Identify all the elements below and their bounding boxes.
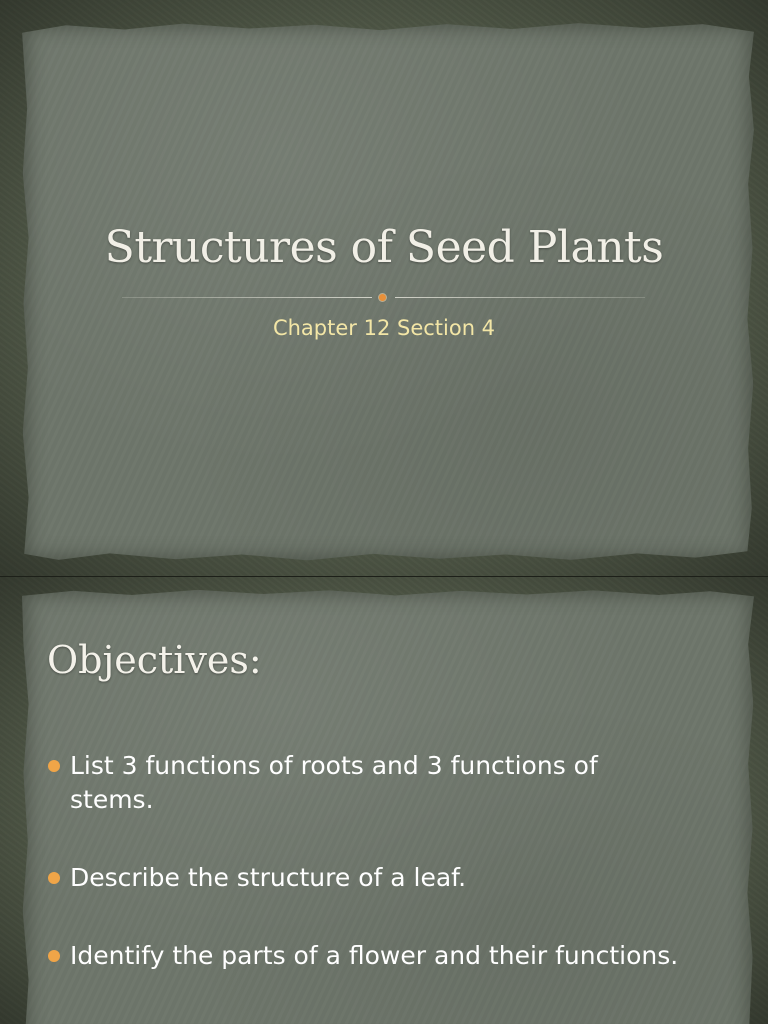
objective-text: Identify the parts of a flower and their functions. <box>70 941 679 970</box>
slide-subtitle: Chapter 12 Section 4 <box>272 316 496 340</box>
slide-title: Structures of Seed Plants <box>104 222 664 273</box>
divider-ornament-icon <box>379 294 386 301</box>
objective-item <box>46 939 686 973</box>
paper-background <box>22 22 754 562</box>
title-divider-left <box>122 297 372 298</box>
title-divider-right <box>395 297 645 298</box>
objective-text: Describe the structure of a leaf. <box>70 863 467 892</box>
objectives-list <box>46 749 686 973</box>
objectives-slide[interactable] <box>0 577 768 1024</box>
objective-item <box>46 861 686 895</box>
bullet-icon <box>48 760 60 772</box>
objective-text: List 3 functions of roots and 3 functions of stems. <box>70 751 598 814</box>
objective-item <box>46 749 686 817</box>
objectives-heading: Objectives: <box>47 638 262 682</box>
bullet-icon <box>48 872 60 884</box>
bullet-icon <box>48 950 60 962</box>
